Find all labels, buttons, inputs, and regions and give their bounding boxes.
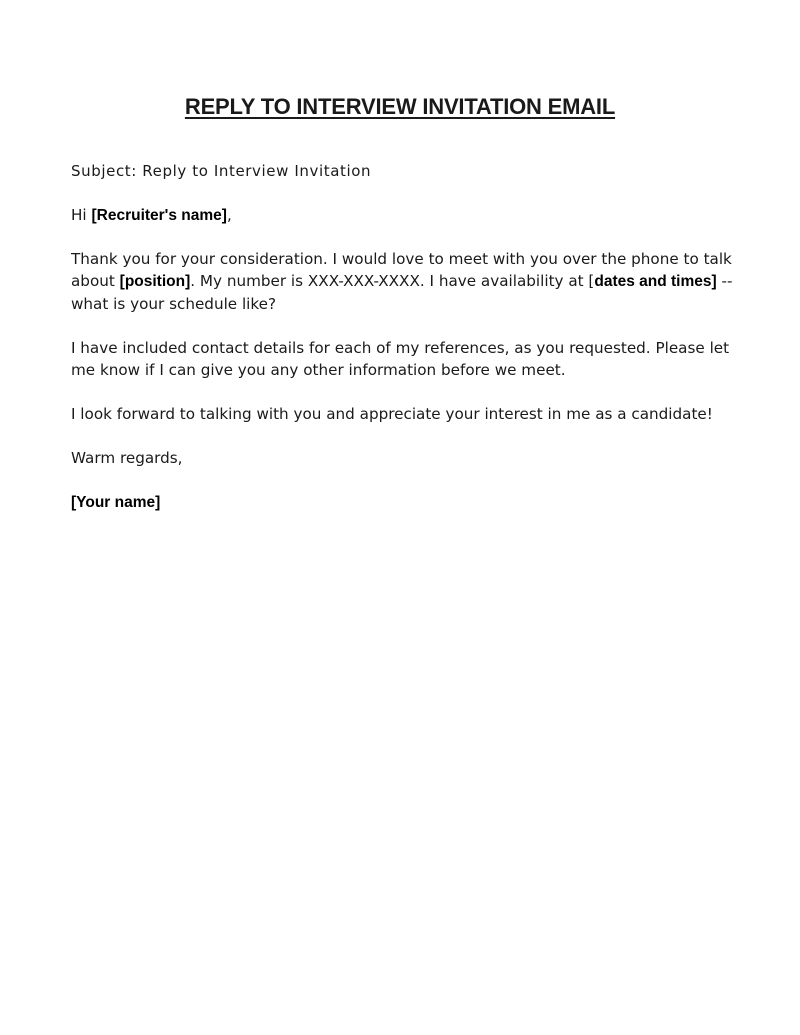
email-paragraph-availability [71, 248, 733, 315]
position-placeholder: [position] [119, 273, 191, 290]
paragraph1-part3: -- what is your schedule like? [71, 272, 733, 313]
email-paragraph-thanks: I look forward to talking with you and appreciate your interest in me as a candidate! [71, 405, 713, 423]
greeting-suffix: , [226, 206, 232, 224]
recruiter-name-placeholder: [Recruiter's name] [91, 207, 227, 224]
document-title [0, 94, 800, 120]
paragraph1-part2: . My number is XXX-XXX-XXXX. I have availability at [ [190, 272, 595, 290]
greeting-prefix: Hi [71, 206, 92, 224]
email-closing: Warm regards, [71, 449, 183, 467]
document-title-text: REPLY TO INTERVIEW INVITATION EMAIL [184, 94, 616, 119]
email-signature [71, 491, 733, 514]
email-subject: Subject: Reply to Interview Invitation [71, 162, 372, 180]
your-name-placeholder: [Your name] [71, 494, 161, 511]
email-paragraph-references: I have included contact details for each of my references, as you requested. Please let me know if I can give you any other information before we meet. [71, 339, 730, 379]
dates-times-placeholder: dates and times] [594, 273, 717, 290]
email-greeting [71, 204, 733, 227]
paragraph1-part1: Thank you for your consideration. I would love to meet with you over the phone to talk about [71, 250, 732, 290]
